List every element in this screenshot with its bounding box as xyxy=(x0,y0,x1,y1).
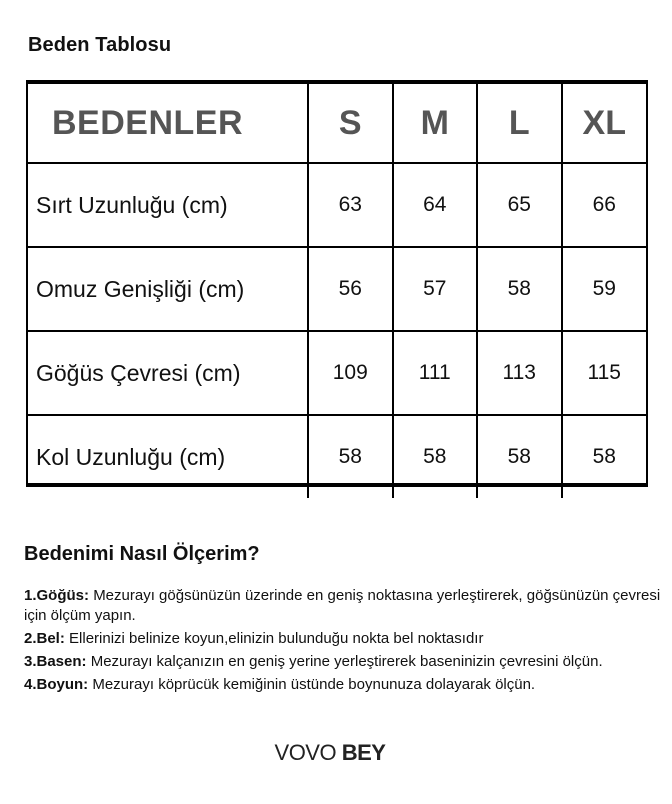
measurement-instructions xyxy=(24,586,664,698)
item-text: Mezurayı kalçanızın en geniş yerine yerleştirerek baseninizin çevresini ölçün. xyxy=(90,653,603,670)
size-chart-table xyxy=(26,80,648,487)
row-label: Omuz Genişliği (cm) xyxy=(28,247,308,331)
table-cell: 66 xyxy=(562,163,647,247)
table-cell: 109 xyxy=(308,331,393,415)
table-cell: 57 xyxy=(393,247,478,331)
header-size-xl: XL xyxy=(562,84,647,163)
list-item xyxy=(24,629,664,649)
table-cell: 63 xyxy=(308,163,393,247)
table-header-row xyxy=(28,84,646,163)
brand-part-2: BEY xyxy=(341,740,386,765)
item-text: Ellerinizi belinize koyun,elinizin bulunduğu nokta bel noktasıdır xyxy=(69,630,484,647)
header-size-m: M xyxy=(393,84,478,163)
table-cell: 56 xyxy=(308,247,393,331)
list-item xyxy=(24,586,664,626)
row-label: Göğüs Çevresi (cm) xyxy=(28,331,308,415)
brand-logo xyxy=(0,740,660,766)
item-term: 2.Bel: xyxy=(24,630,65,647)
row-label: Sırt Uzunluğu (cm) xyxy=(28,163,308,247)
brand-part-1: VOVO xyxy=(274,740,337,765)
table-cell: 115 xyxy=(562,331,647,415)
header-label-sizes: BEDENLER xyxy=(28,84,308,163)
item-text: Mezurayı göğsünüzün üzerinde en geniş noktasına yerleştirerek, göğsünüzün çevresi için ölçüm yapın. xyxy=(24,587,661,624)
item-term: 1.Göğüs: xyxy=(24,587,90,604)
table-row xyxy=(28,163,646,247)
table-cell: 58 xyxy=(477,415,562,498)
table-row xyxy=(28,247,646,331)
header-size-l: L xyxy=(477,84,562,163)
table-row xyxy=(28,415,646,498)
table-cell: 58 xyxy=(393,415,478,498)
table-row xyxy=(28,331,646,415)
item-term: 3.Basen: xyxy=(24,653,87,670)
page-title: Beden Tablosu xyxy=(28,34,172,56)
table-cell: 58 xyxy=(477,247,562,331)
table-cell: 111 xyxy=(393,331,478,415)
item-text: Mezurayı köprücük kemiğinin üstünde boynunuza dolayarak ölçün. xyxy=(92,676,536,693)
table-cell: 64 xyxy=(393,163,478,247)
how-to-measure-title: Bedenimi Nasıl Ölçerim? xyxy=(24,543,260,565)
list-item xyxy=(24,652,664,672)
table-cell: 58 xyxy=(308,415,393,498)
row-label: Kol Uzunluğu (cm) xyxy=(28,415,308,498)
list-item xyxy=(24,675,664,695)
table-cell: 113 xyxy=(477,331,562,415)
header-size-s: S xyxy=(308,84,393,163)
table-cell: 58 xyxy=(562,415,647,498)
table-cell: 65 xyxy=(477,163,562,247)
item-term: 4.Boyun: xyxy=(24,676,89,693)
table-cell: 59 xyxy=(562,247,647,331)
